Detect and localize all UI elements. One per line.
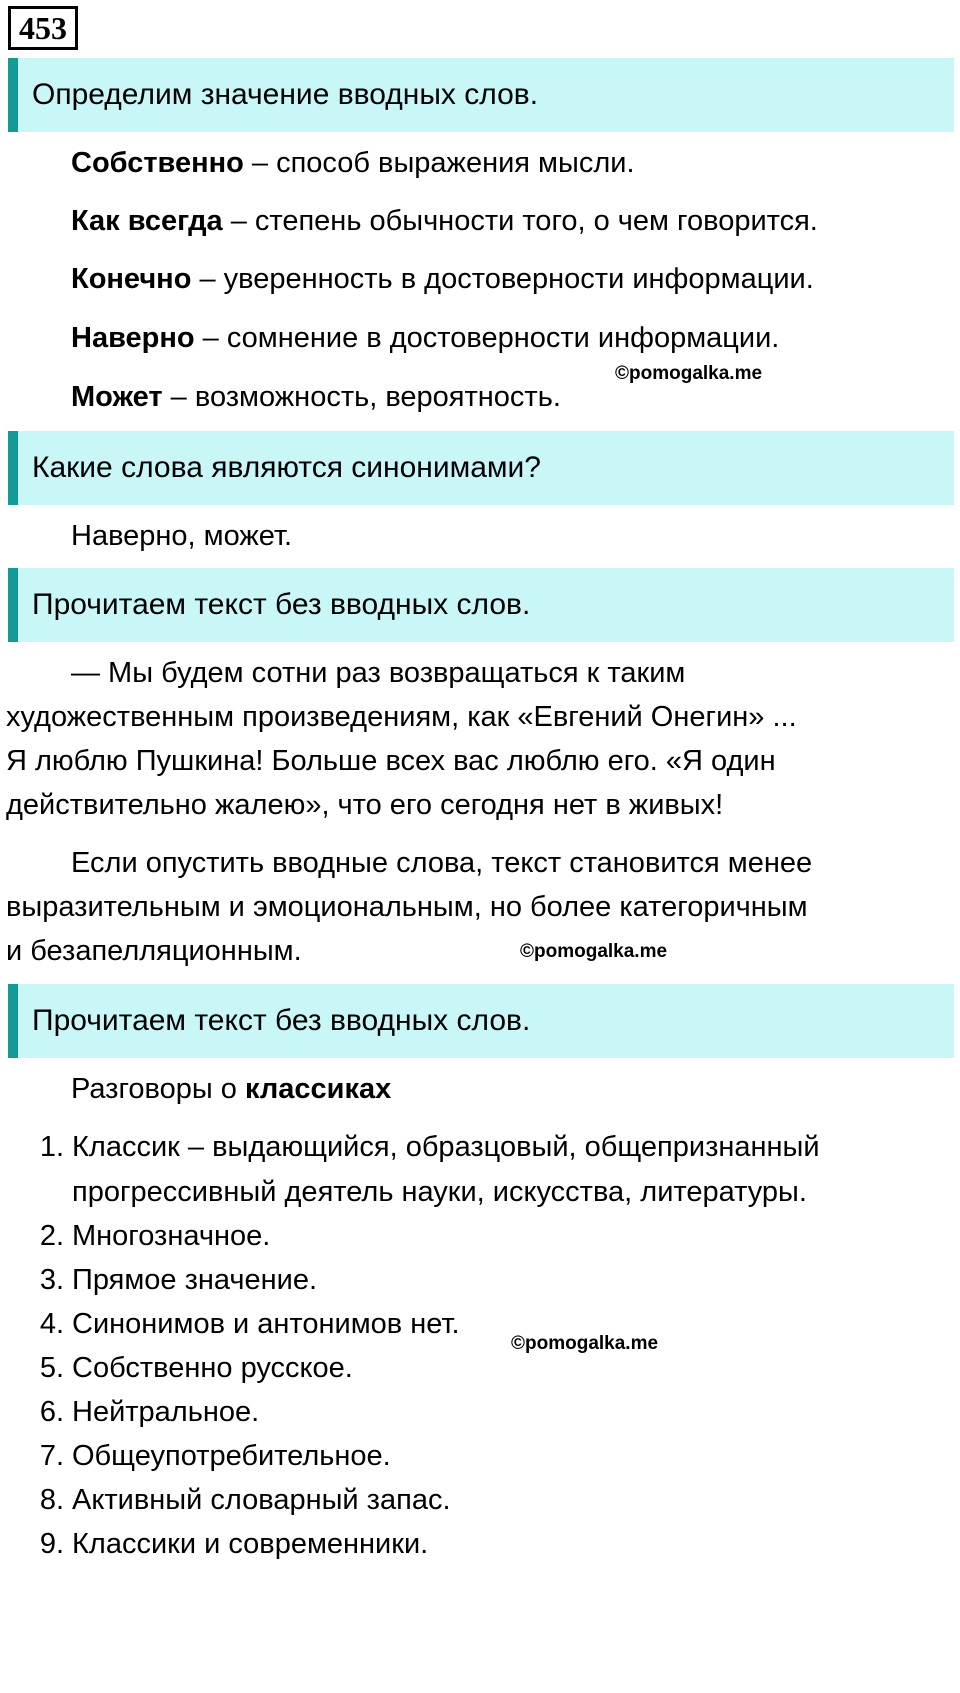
- list-number: 8.: [39, 1484, 64, 1516]
- talk-title-prefix: Разговоры о: [71, 1073, 245, 1105]
- list-text: Синонимов и антонимов нет.: [72, 1308, 460, 1340]
- task-number: 453: [8, 6, 78, 50]
- section-heading: Прочитаем текст без вводных слов.: [8, 568, 954, 642]
- definition-term: Наверно: [71, 322, 195, 354]
- section-heading: Какие слова являются синонимами?: [8, 431, 954, 505]
- conclusion-line: Если опустить вводные слова, текст становится менее: [71, 847, 813, 879]
- list-text: Собственно русское.: [72, 1352, 353, 1384]
- list-text: Активный словарный запас.: [72, 1484, 451, 1516]
- definition-text: – возможность, вероятность.: [162, 381, 561, 413]
- definition-line: [71, 377, 561, 417]
- definition-term: Как всегда: [71, 205, 223, 237]
- watermark: ©pomogalka.me: [615, 363, 763, 384]
- section-heading: Определим значение вводных слов.: [8, 58, 954, 132]
- text-line: Я люблю Пушкина! Больше всех вас люблю его. «Я один: [6, 745, 776, 777]
- list-number: 2.: [39, 1220, 64, 1252]
- text-line: художественным произведениям, как «Евгений Онегин» ...: [6, 701, 797, 733]
- definition-line: [71, 318, 779, 358]
- definition-term: Собственно: [71, 147, 244, 179]
- list-number: 3.: [39, 1264, 64, 1296]
- text-line: — Мы будем сотни раз возвращаться к таким: [71, 657, 686, 689]
- list-text: Классик – выдающийся, образцовый, общепризнанный: [72, 1131, 820, 1163]
- definition-text: – степень обычности того, о чем говорится.: [222, 205, 818, 237]
- definition-text: – уверенность в достоверности информации.: [191, 263, 814, 295]
- watermark: ©pomogalka.me: [511, 1333, 659, 1354]
- list-text: Классики и современники.: [72, 1528, 429, 1560]
- list-text: Прямое значение.: [72, 1264, 318, 1296]
- list-number: 4.: [39, 1308, 64, 1340]
- list-number: 9.: [39, 1528, 64, 1560]
- talk-title-bold: классиках: [244, 1073, 392, 1105]
- list-number: 5.: [39, 1352, 64, 1384]
- synonyms-answer: Наверно, может.: [71, 520, 293, 552]
- watermark: ©pomogalka.me: [520, 941, 668, 962]
- list-number: 1.: [39, 1131, 64, 1163]
- definition-term: Может: [71, 381, 163, 413]
- conclusion-line: выразительным и эмоциональным, но более категоричным: [6, 891, 808, 923]
- definition-text: – способ выражения мысли.: [243, 147, 635, 179]
- talk-title: [71, 1069, 391, 1109]
- list-text: Многозначное.: [72, 1220, 271, 1252]
- list-number: 6.: [39, 1396, 64, 1428]
- definition-text: – сомнение в достоверности информации.: [194, 322, 780, 354]
- definition-line: [71, 259, 814, 299]
- definition-term: Конечно: [71, 263, 192, 295]
- list-number: 7.: [39, 1440, 64, 1472]
- text-line: действительно жалею», что его сегодня нет в живых!: [6, 789, 724, 821]
- definition-line: [71, 201, 818, 241]
- list-text: Нейтральное.: [72, 1396, 260, 1428]
- section-heading: Прочитаем текст без вводных слов.: [8, 984, 954, 1058]
- definition-line: [71, 143, 635, 183]
- list-text: Общеупотребительное.: [72, 1440, 391, 1472]
- list-text: прогрессивный деятель науки, искусства, литературы.: [72, 1176, 807, 1208]
- conclusion-line: и безапелляционным.: [6, 935, 302, 967]
